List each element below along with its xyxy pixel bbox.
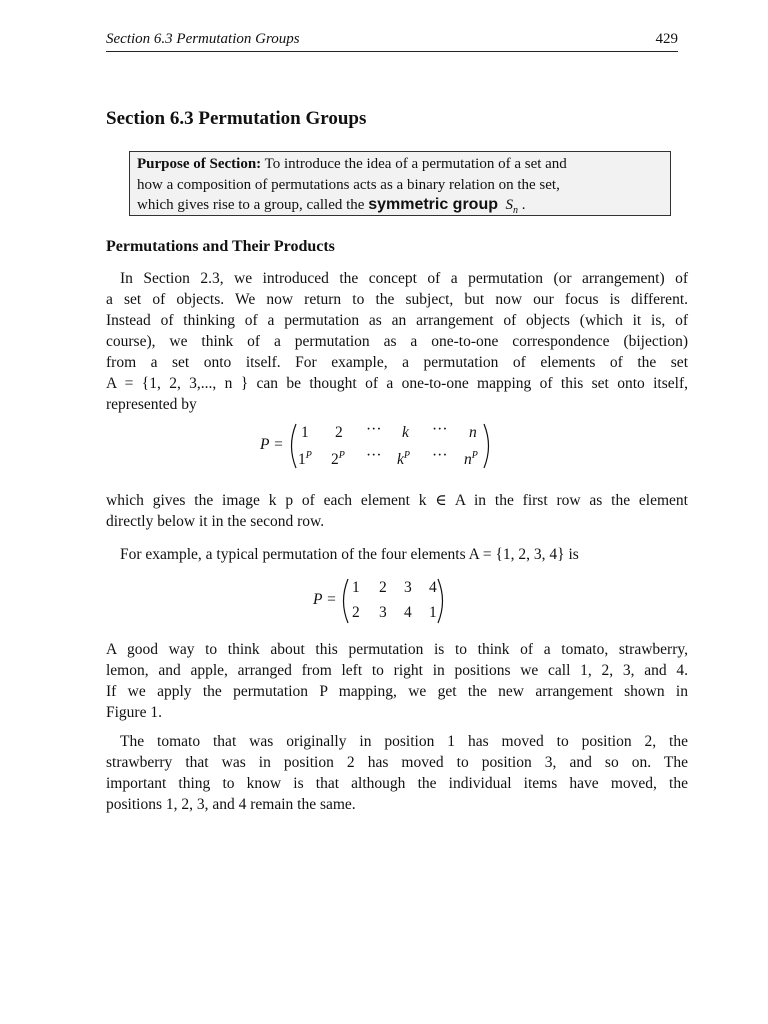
running-title: Section 6.3 Permutation Groups — [106, 31, 300, 47]
m1-r2-c6: $n^P$ — [464, 450, 478, 469]
p5-line: The tomato that was originally in position 1 has moved to position 2, the — [120, 733, 688, 750]
m1-r1-c5: ··· — [432, 421, 448, 438]
matrix-1-right-paren — [482, 422, 494, 470]
p5-line: strawberry that was in position 2 has moved to position 3, and so on. The — [106, 754, 688, 771]
paragraph-3 — [106, 544, 688, 565]
m1-r2-c1: $1^P$ — [298, 450, 312, 469]
p1-line: represented by — [106, 396, 197, 413]
m1-r2-c3: ··· — [366, 447, 382, 464]
m1-r1-c1: 1 — [301, 424, 309, 441]
p4-line: If we apply the permutation P mapping, we get the new arrangement shown in — [106, 683, 688, 700]
section-title: Section 6.3 Permutation Groups — [106, 108, 367, 129]
p4-line: Figure 1. — [106, 704, 162, 721]
p2-line: directly below it in the second row. — [106, 513, 325, 530]
purpose-end: . — [518, 197, 526, 213]
subheading: Permutations and Their Products — [106, 238, 335, 255]
m1-r2-c2: $2^P$ — [331, 450, 345, 469]
m1-r1-c3: ··· — [366, 421, 382, 438]
p1-line: course), we think of a permutation as a one-to-one correspondence (bijection) — [106, 333, 688, 350]
page-number: 429 — [655, 31, 678, 47]
purpose-line-1: To introduce the idea of a permutation of a set and — [261, 156, 567, 172]
matrix-2-left-paren — [338, 577, 350, 625]
p2-line: which gives the image k p of each element k ∈ A in the first row as the element — [106, 492, 688, 509]
purpose-line-3: which gives rise to a group, called the — [137, 197, 369, 213]
m1-r1-c4: k — [402, 424, 409, 441]
m2-r1-c4: 4 — [429, 579, 437, 596]
matrix-2-lhs: P = — [313, 591, 337, 608]
m2-r1-c1: 1 — [352, 579, 360, 596]
p1-line: A = {1, 2, 3,..., n } can be thought of a one-to-one mapping of this set onto itself, — [106, 375, 688, 392]
paragraph-4 — [106, 639, 688, 723]
m2-r2-c3: 4 — [404, 604, 412, 621]
m1-r2-c4: $k^P$ — [397, 450, 410, 469]
p5-line: important thing to know is that although the individual items have moved, the — [106, 775, 688, 792]
purpose-lead: Purpose of Section: — [137, 156, 262, 172]
m2-r1-c2: 2 — [379, 579, 387, 596]
p5-line: positions 1, 2, 3, and 4 remain the same. — [106, 796, 356, 813]
matrix-1-left-paren — [286, 422, 298, 470]
m1-r2-c5: ··· — [432, 447, 448, 464]
m1-r1-c2: 2 — [335, 424, 343, 441]
p1-line: In Section 2.3, we introduced the concept of a permutation (or arrangement) of — [120, 270, 688, 287]
matrix-2-right-paren — [436, 577, 448, 625]
m2-r2-c2: 3 — [379, 604, 387, 621]
running-header — [106, 31, 678, 52]
matrix-1-lhs: P = — [260, 436, 284, 453]
symmetric-group-symbol: S — [505, 197, 513, 213]
purpose-line-2: how a composition of permutations acts as a binary relation on the set, — [137, 176, 560, 193]
m2-r1-c3: 3 — [404, 579, 412, 596]
p1-line: from a set onto itself. For example, a permutation of elements of the set — [106, 354, 688, 371]
p4-line: A good way to think about this permutation is to think of a tomato, strawberry, — [106, 641, 688, 658]
symmetric-group-subscript: n — [513, 205, 518, 216]
m2-r2-c1: 2 — [352, 604, 360, 621]
paragraph-2 — [106, 490, 688, 532]
p4-line: lemon, and apple, arranged from left to right in positions we call 1, 2, 3, and 4. — [106, 662, 688, 679]
purpose-box — [129, 151, 671, 216]
p1-line: Instead of thinking of a permutation as an arrangement of objects (which it is, of — [106, 312, 688, 329]
symmetric-group-term: symmetric group — [368, 196, 498, 213]
paragraph-5 — [106, 731, 688, 815]
paragraph-1 — [106, 268, 688, 415]
p3-line: For example, a typical permutation of the four elements A = {1, 2, 3, 4} is — [120, 546, 579, 563]
m1-r1-c6: n — [469, 424, 477, 441]
m2-r2-c4: 1 — [429, 604, 437, 621]
p1-line: a set of objects. We now return to the subject, but now our focus is different. — [106, 291, 688, 308]
